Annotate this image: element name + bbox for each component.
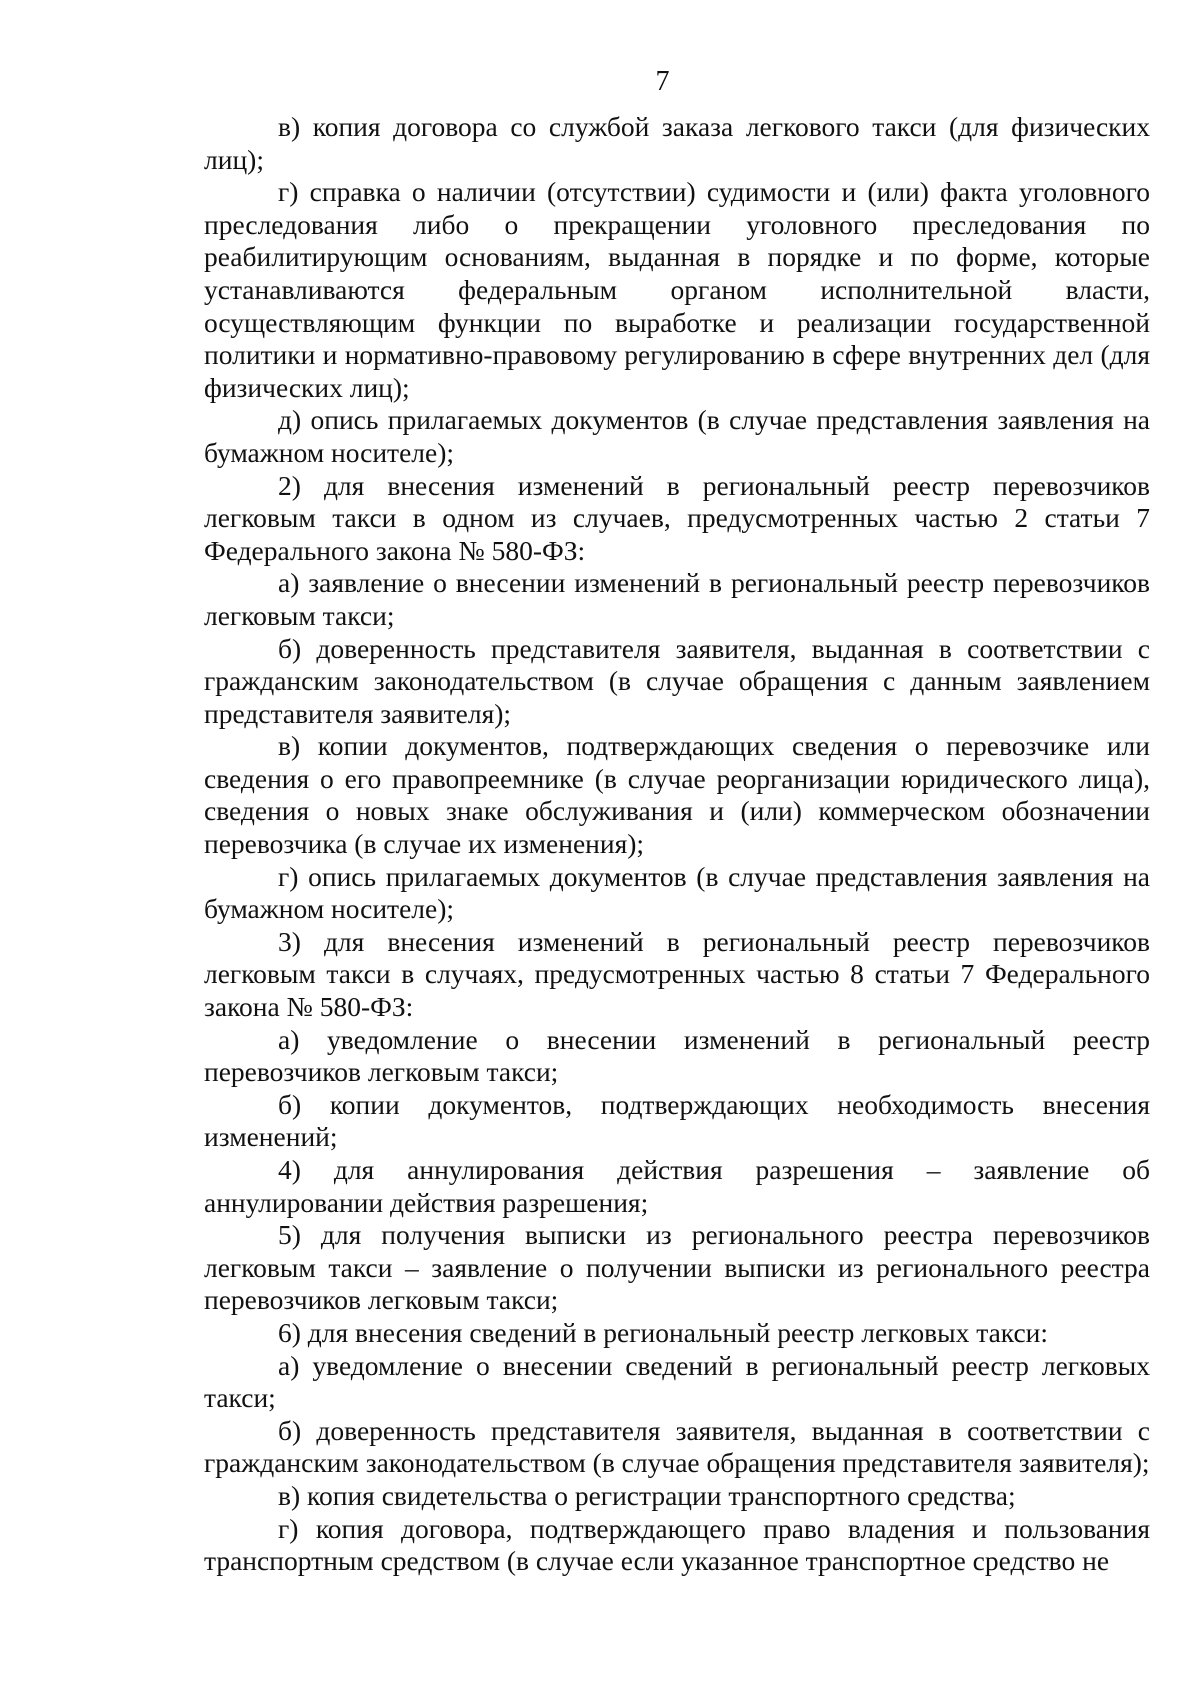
paragraph-2-carrier-registry-changes: 2) для внесения изменений в региональный реестр перевозчиков легковым такси в одном из случаев, предусмотренных частью 2 статьи 7 Федерального закона № 580-ФЗ: bbox=[204, 469, 1150, 566]
paragraph-g-vehicle-ownership-contract: г) копия договора, подтверждающего право владения и пользования транспортным средством (в случае если указанное транспортное средство не bbox=[204, 1512, 1150, 1577]
paragraph-5-registry-extract: 5) для получения выписки из регионального реестра перевозчиков легковым такси – заявление о получении выписки из регионального реестра перевозчиков легковым такси; bbox=[204, 1219, 1150, 1316]
paragraph-4-permit-cancellation: 4) для аннулирования действия разрешения – заявление об аннулировании действия разрешения; bbox=[204, 1154, 1150, 1218]
paragraph-a-change-notification: а) уведомление о внесении изменений в региональный реестр перевозчиков легковым такси; bbox=[204, 1023, 1150, 1088]
paragraph-b-power-of-attorney: б) доверенность представителя заявителя, выданная в соответствии с гражданским законодательством (в случае обращения с данным заявлением представителя заявителя); bbox=[204, 632, 1150, 729]
paragraph-g-criminal-record-certificate: г) справка о наличии (отсутствии) судимости и (или) факта уголовного преследования либо о прекращении уголовного преследования по реабилитирующим основаниям, выданная в порядке и по форме, которые устанавливаются федеральным органом исполнительной власти, осуществляющим функции по выработке и реализации государственной политики и нормативно-правовому регулированию в сфере внутренних дел (для физических лиц); bbox=[204, 176, 1150, 403]
paragraph-b-representative-authority: б) доверенность представителя заявителя, выданная в соответствии с гражданским законодательством (в случае обращения представителя заявителя); bbox=[204, 1414, 1150, 1479]
paragraph-3-registry-changes-part-8: 3) для внесения изменений в региональный реестр перевозчиков легковым такси в случаях, предусмотренных частью 8 статьи 7 Федерального закона № 580-ФЗ: bbox=[204, 925, 1150, 1023]
paragraph-6-taxi-registry-entry: 6) для внесения сведений в региональный реестр легковых такси: bbox=[278, 1316, 1049, 1348]
paragraph-a-taxi-entry-notification: а) уведомление о внесении сведений в региональный реестр легковых такси; bbox=[204, 1349, 1150, 1414]
paragraph-g-document-inventory: г) опись прилагаемых документов (в случае представления заявления на бумажном носителе); bbox=[204, 860, 1150, 925]
document-body bbox=[204, 111, 1150, 1578]
paragraph-d-document-inventory: д) опись прилагаемых документов (в случае представления заявления на бумажном носителе); bbox=[204, 404, 1150, 468]
paragraph-v-contract-copy: в) копия договора со службой заказа легкового такси (для физических лиц); bbox=[204, 111, 1150, 175]
paragraph-a-change-application: а) заявление о внесении изменений в региональный реестр перевозчиков легковым такси; bbox=[204, 567, 1150, 631]
paragraph-v-vehicle-registration-copy: в) копия свидетельства о регистрации транспортного средства; bbox=[278, 1479, 1016, 1511]
paragraph-b-change-necessity-documents: б) копии документов, подтверждающих необходимость внесения изменений; bbox=[204, 1088, 1150, 1153]
page-number: 7 bbox=[655, 66, 670, 97]
paragraph-v-confirming-documents: в) копии документов, подтверждающих сведения о перевозчике или сведения о его правопреемнике (в случае реорганизации юридического лица), сведения о новых знаке обслуживания и (или) коммерческом обозначении перевозчика (в случае их изменения); bbox=[204, 730, 1150, 860]
